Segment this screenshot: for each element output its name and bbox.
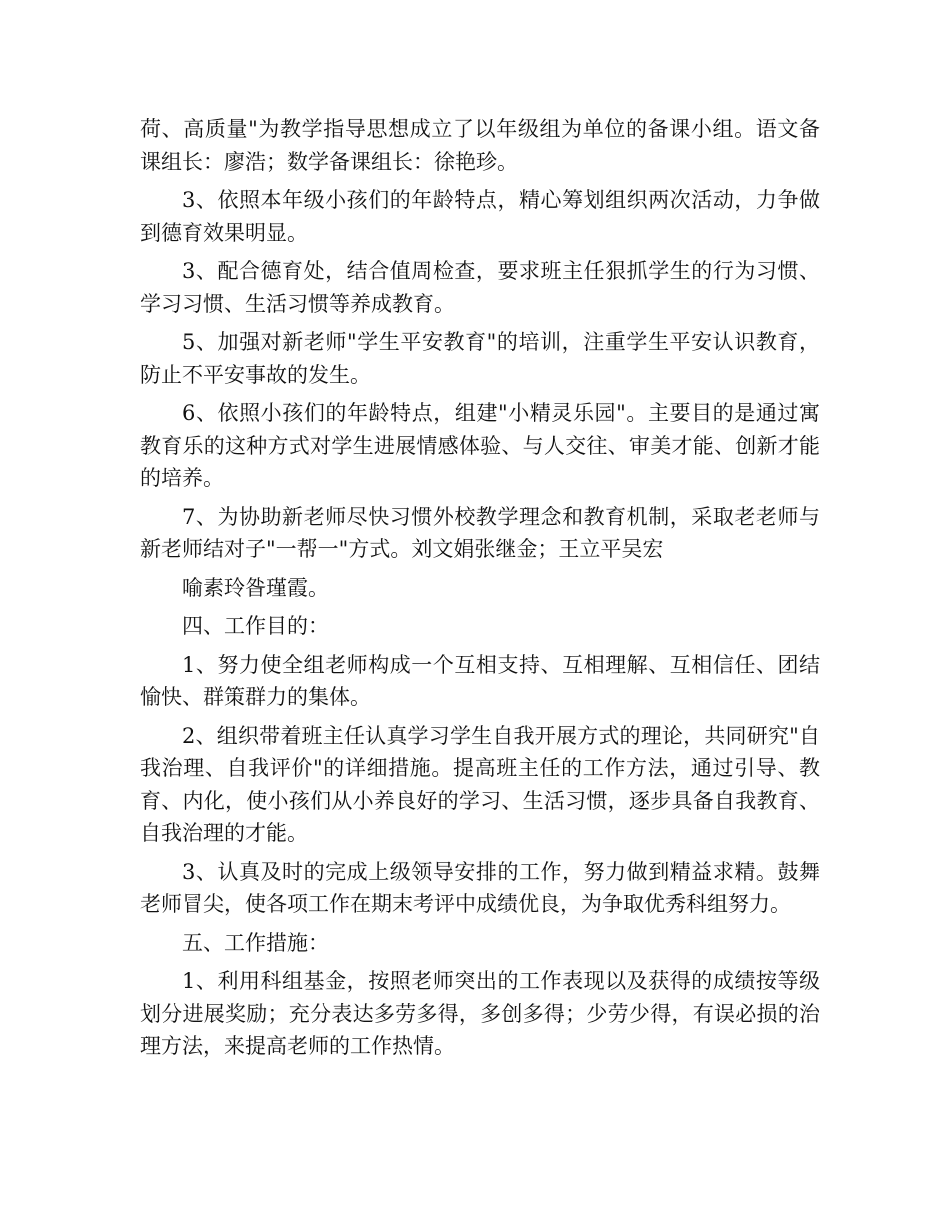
paragraph-measure-1: 1、利用科组基金，按照老师突出的工作表现以及获得的成绩按等级划分进展奖励；充分表达多劳多得，多创多得；少劳少得，有误必损的治理方法，来提高老师的工作热情。 bbox=[140, 969, 820, 1058]
paragraph-item-3a: 3、依照本年级小孩们的年龄特点，精心筹划组织两次活动，力争做到德育效果明显。 bbox=[140, 188, 820, 245]
paragraph-item-6: 6、依照小孩们的年龄特点，组建"小精灵乐园"。主要目的是通过寓教育乐的这种方式对学生进展情感体验、与人交往、审美才能、创新才能的培养。 bbox=[140, 401, 820, 490]
section-heading-goals: 四、工作目的： bbox=[182, 614, 329, 638]
paragraph-item-3b: 3、配合德育处，结合值周检查，要求班主任狠抓学生的行为习惯、学习习惯、生活习惯等养成教育。 bbox=[140, 259, 820, 316]
paragraph-item-7: 7、为协助新老师尽快习惯外校教学理念和教育机制，采取老老师与新老师结对子"一帮一"方式。刘文娟张继金；王立平吴宏 bbox=[140, 504, 820, 561]
paragraph-goal-2: 2、组织带着班主任认真学习学生自我开展方式的理论，共同研究"自我治理、自我评价"的详细措施。提高班主任的工作方法，通过引导、教育、内化，使小孩们从小养良好的学习、生活习惯，逐步具备自我教育、自我治理的才能。 bbox=[140, 723, 820, 845]
document-body bbox=[140, 113, 820, 1063]
section-heading-measures: 五、工作措施： bbox=[182, 930, 329, 955]
paragraph-goal-1: 1、努力使全组老师构成一个互相支持、互相理解、互相信任、团结愉快、群策群力的集体。 bbox=[140, 652, 820, 709]
paragraph-item-5: 5、加强对新老师"学生平安教育"的培训，注重学生平安认识教育，防止不平安事故的发生。 bbox=[140, 330, 820, 387]
paragraph-item-7-names: 喻素玲昝瑾霞。 bbox=[182, 575, 329, 600]
paragraph-goal-3: 3、认真及时的完成上级领导安排的工作，努力做到精益求精。鼓舞老师冒尖，使各项工作在期末考评中成绩优良，为争取优秀科组努力。 bbox=[140, 859, 820, 916]
paragraph-continuation: 荷、高质量"为教学指导思想成立了以年级组为单位的备课小组。语文备课组长：廖浩；数学备课组长：徐艳珍。 bbox=[140, 117, 820, 174]
